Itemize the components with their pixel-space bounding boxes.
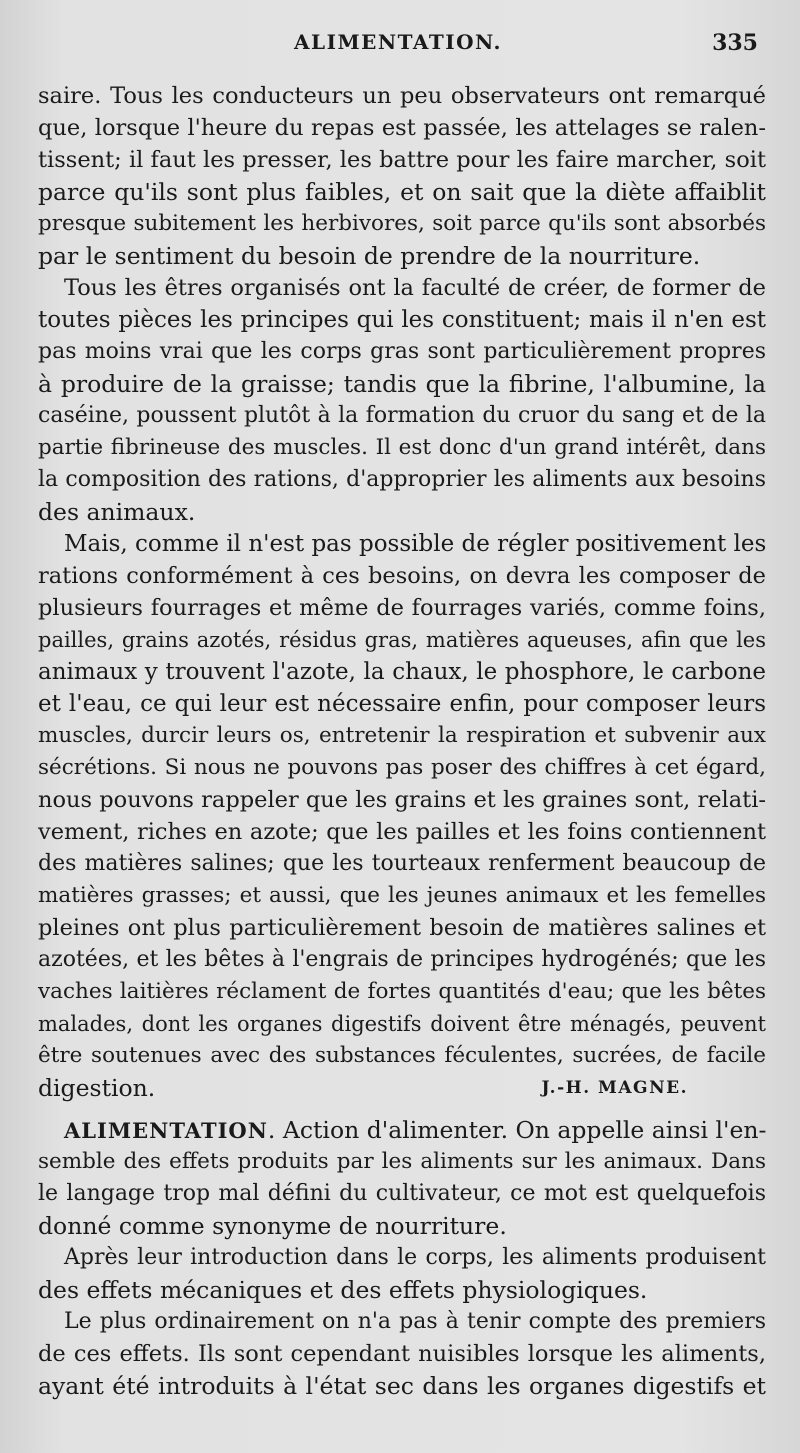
text-line: Après leur introduction dans le corps, les aliments produisent bbox=[64, 1245, 766, 1270]
author-signature: J.-H. MAGNE. bbox=[541, 1078, 688, 1098]
text-line: des matières salines; que les tourteaux renferment beaucoup de bbox=[38, 851, 766, 876]
paragraph-3 bbox=[38, 528, 766, 1104]
running-head: ALIMENTATION. bbox=[294, 30, 502, 54]
text-line: azotées, et les bêtes à l'engrais de principes hydrogénés; que les bbox=[38, 947, 766, 972]
text-line: vaches laitières réclament de fortes quantités d'eau; que les bêtes bbox=[38, 979, 766, 1004]
signature-line bbox=[38, 1072, 766, 1104]
entry-first-line bbox=[38, 1114, 766, 1146]
text-line: semble des effets produits par les aliments sur les animaux. Dans bbox=[38, 1149, 766, 1174]
entry-term: ALIMENTATION bbox=[64, 1118, 268, 1143]
text-line: des effets mécaniques et des effets physiologiques. bbox=[38, 1276, 648, 1304]
entry-paragraph-3 bbox=[38, 1306, 766, 1402]
last-word: digestion. bbox=[38, 1074, 156, 1102]
text-line: muscles, durcir leurs os, entretenir la respiration et subvenir aux bbox=[38, 723, 766, 748]
text-line: parce qu'ils sont plus faibles, et on sait que la diète affaiblit bbox=[38, 178, 766, 206]
text-line: nous pouvons rappeler que les grains et les graines sont, relati- bbox=[38, 787, 766, 813]
text-line: rations conformément à ces besoins, on devra les composer de bbox=[38, 563, 766, 589]
text-line: et l'eau, ce qui leur est nécessaire enfin, pour composer leurs bbox=[38, 691, 766, 717]
text-line: le langage trop mal défini du cultivateur, ce mot est quelquefois bbox=[38, 1181, 766, 1206]
text-line: ayant été introduits à l'état sec dans les organes digestifs et bbox=[38, 1372, 766, 1400]
text-line: sécrétions. Si nous ne pouvons pas poser des chiffres à cet égard, bbox=[38, 755, 766, 780]
text-line: tissent; il faut les presser, les battre pour les faire marcher, soit bbox=[38, 147, 766, 173]
entry-paragraph-2 bbox=[38, 1242, 766, 1306]
page-body bbox=[38, 80, 766, 1402]
text-line: que, lorsque l'heure du repas est passée, les attelages se ralen- bbox=[38, 115, 766, 141]
text-line: de ces effets. Ils sont cependant nuisibles lorsque les aliments, bbox=[38, 1341, 766, 1367]
text-line: donné comme synonyme de nourriture. bbox=[38, 1212, 507, 1240]
text-line: presque subitement les herbivores, soit parce qu'ils sont absorbés bbox=[38, 211, 766, 236]
text-line: toutes pièces les principes qui les constituent; mais il n'en est bbox=[38, 307, 766, 333]
text-line: être soutenues avec des substances féculentes, sucrées, de facile bbox=[38, 1043, 766, 1068]
text-line: caséine, poussent plutôt à la formation du cruor du sang et de la bbox=[38, 403, 766, 428]
text-line: Le plus ordinairement on n'a pas à tenir compte des premiers bbox=[64, 1309, 766, 1334]
paragraph-1 bbox=[38, 80, 766, 272]
text-line: partie fibrineuse des muscles. Il est donc d'un grand intérêt, dans bbox=[38, 435, 766, 460]
text-line: Mais, comme il n'est pas possible de régler positivement les bbox=[64, 531, 767, 557]
text-line: la composition des rations, d'approprier les aliments aux besoins bbox=[38, 467, 766, 492]
entry-definition bbox=[38, 1114, 766, 1242]
page-number: 335 bbox=[712, 30, 758, 56]
text-line: malades, dont les organes digestifs doivent être ménagés, peuvent bbox=[38, 1012, 766, 1036]
text-line: plusieurs fourrages et même de fourrages variés, comme foins, bbox=[38, 595, 766, 621]
page-header bbox=[38, 30, 758, 64]
text-line: pailles, grains azotés, résidus gras, matières aqueuses, afin que les bbox=[38, 628, 766, 652]
text-line: saire. Tous les conducteurs un peu observateurs ont remarqué bbox=[38, 83, 766, 109]
text-line: Tous les êtres organisés ont la faculté de créer, de former de bbox=[64, 275, 766, 301]
text-line: animaux y trouvent l'azote, la chaux, le phosphore, le carbone bbox=[38, 659, 766, 685]
entry-first-line-rest: . Action d'alimenter. On appelle ainsi l'en- bbox=[267, 1116, 767, 1144]
text-line: des animaux. bbox=[38, 498, 196, 526]
text-line: à produire de la graisse; tandis que la fibrine, l'albumine, la bbox=[38, 370, 766, 398]
paragraph-2 bbox=[38, 272, 766, 528]
text-line: pas moins vrai que les corps gras sont particulièrement propres bbox=[38, 339, 766, 364]
text-line: matières grasses; et aussi, que les jeunes animaux et les femelles bbox=[38, 883, 766, 908]
text-line: vement, riches en azote; que les pailles et les foins contiennent bbox=[38, 819, 766, 845]
text-line: par le sentiment du besoin de prendre de la nourriture. bbox=[38, 242, 701, 270]
entry-separator bbox=[38, 1104, 766, 1114]
text-line: pleines ont plus particulièrement besoin de matières salines et bbox=[38, 915, 766, 941]
